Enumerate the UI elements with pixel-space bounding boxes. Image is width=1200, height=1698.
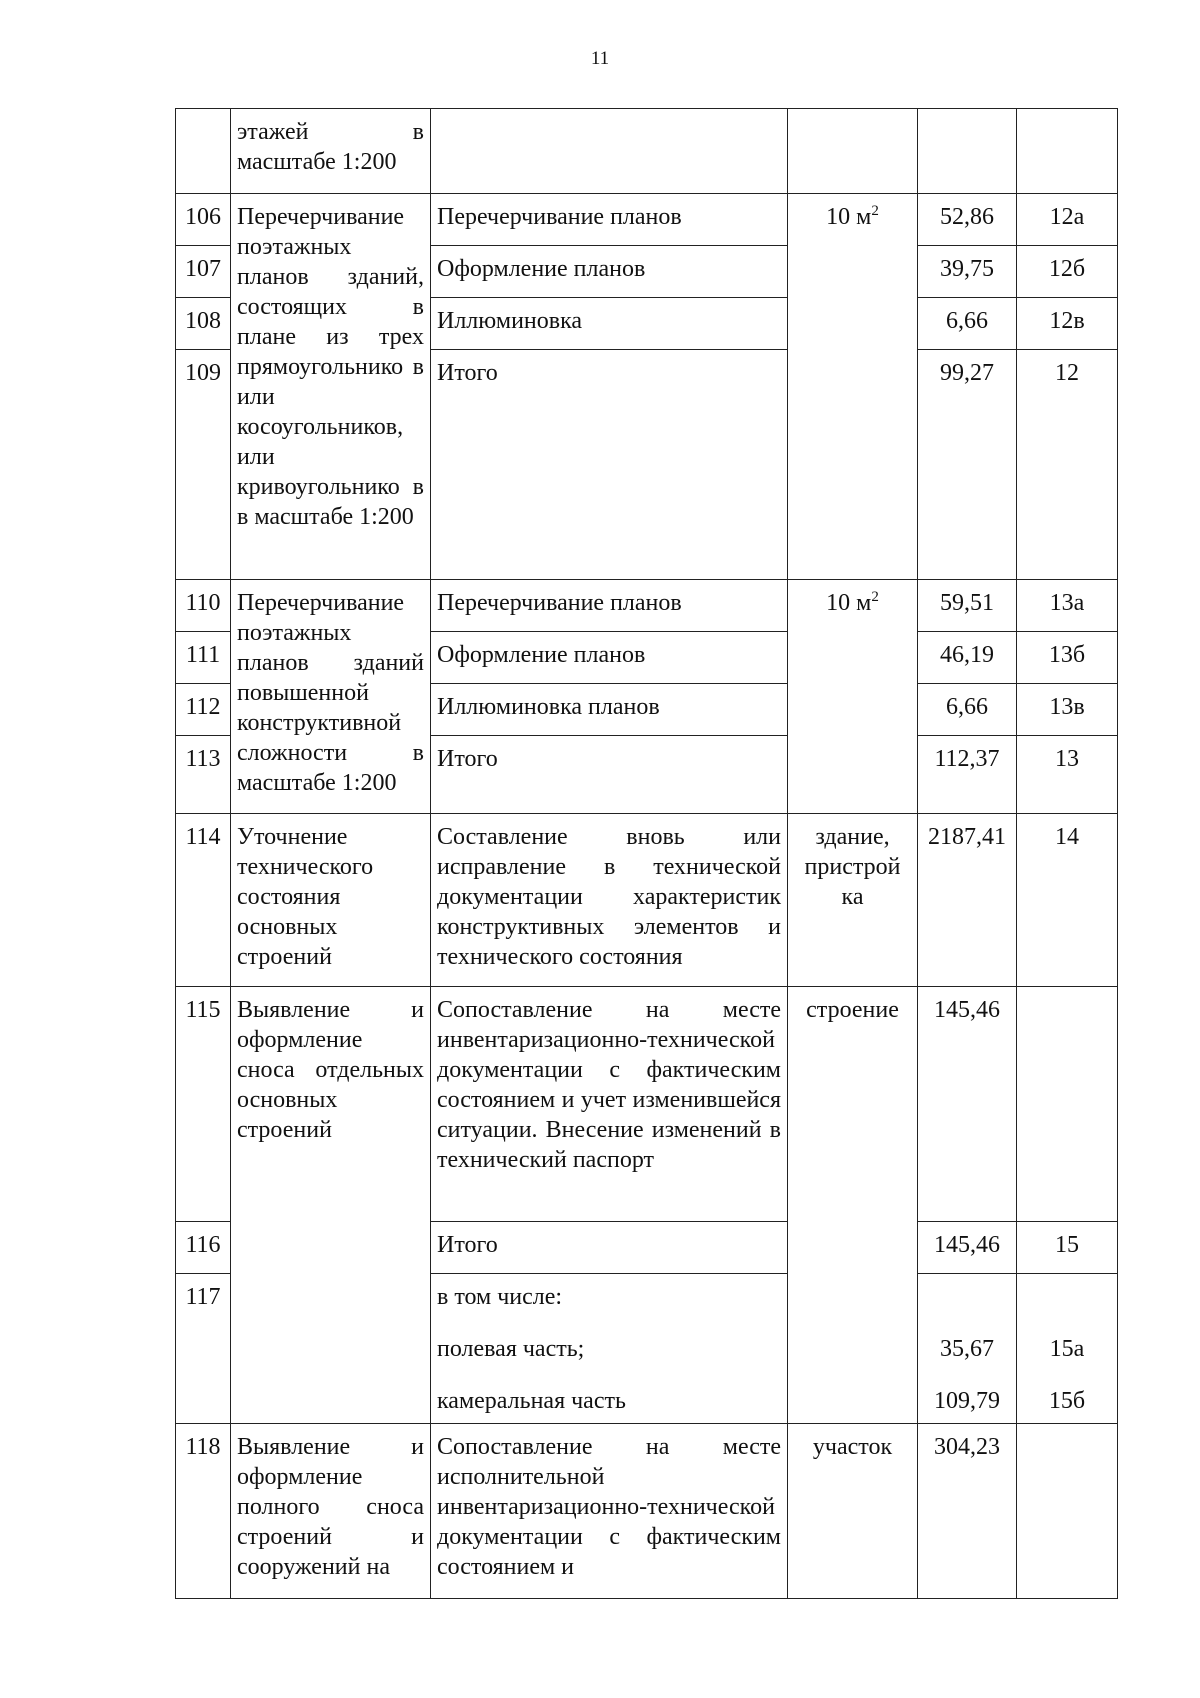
unit: участок	[788, 1424, 918, 1599]
row-number: 116	[176, 1222, 231, 1274]
row-number: 114	[176, 814, 231, 987]
code: 13а	[1017, 580, 1118, 632]
price: 112,37	[918, 736, 1017, 814]
table-row	[176, 109, 1118, 194]
code: 15	[1017, 1222, 1118, 1274]
item-name: Перечерчивание поэтажных планов зданий повышенной конструктивной сложности в масштабе 1:200	[231, 580, 431, 814]
work-description: Итого	[431, 736, 788, 814]
price: 304,23	[918, 1424, 1017, 1599]
row-number: 112	[176, 684, 231, 736]
work-description: в том числе: полевая часть; камеральная часть	[431, 1274, 788, 1424]
price: 99,27	[918, 350, 1017, 580]
row-number: 117	[176, 1274, 231, 1424]
tariff-table	[175, 108, 1118, 1599]
price: 46,19	[918, 632, 1017, 684]
code: 12а	[1017, 194, 1118, 246]
unit: 10 $м^2$	[788, 580, 918, 814]
code: 13в	[1017, 684, 1118, 736]
item-name: Выявление и оформление полного сноса строений и сооружений на	[231, 1424, 431, 1599]
table-row	[176, 814, 1118, 987]
code: 14	[1017, 814, 1118, 987]
work-description: Сопоставление на месте инвентаризационно-технической документации с фактическим состоянием и учет изменившейся ситуации. Внесение изменений в технический паспорт	[431, 987, 788, 1222]
item-name: Уточнение технического состояния основных строений	[231, 814, 431, 987]
price: 2187,41	[918, 814, 1017, 987]
code	[1017, 1424, 1118, 1599]
price: 6,66	[918, 298, 1017, 350]
item-name: этажей в масштабе 1:200	[231, 109, 431, 194]
code	[1017, 987, 1118, 1222]
work-description: Перечерчивание планов	[431, 580, 788, 632]
row-number: 109	[176, 350, 231, 580]
row-number: 106	[176, 194, 231, 246]
price: 145,46	[918, 1222, 1017, 1274]
row-number: 108	[176, 298, 231, 350]
work-description: Сопоставление на месте исполнительной инвентаризационно-технической документации с фактическим состоянием и	[431, 1424, 788, 1599]
work-description: Итого	[431, 1222, 788, 1274]
row-number: 118	[176, 1424, 231, 1599]
row-number: 110	[176, 580, 231, 632]
item-name: Выявление и оформление сноса отдельных основных строений	[231, 987, 431, 1424]
unit: здание, пристрой ка	[788, 814, 918, 987]
row-number: 115	[176, 987, 231, 1222]
row-number: 111	[176, 632, 231, 684]
unit: строение	[788, 987, 918, 1424]
work-description: Иллюминовка	[431, 298, 788, 350]
code: 12	[1017, 350, 1118, 580]
page-number: 11	[590, 48, 610, 69]
code: 15а 15б	[1017, 1274, 1118, 1424]
table-row	[176, 1424, 1118, 1599]
code: 12в	[1017, 298, 1118, 350]
price: 35,67 109,79	[918, 1274, 1017, 1424]
unit: 10 $м^2$	[788, 194, 918, 580]
work-description: Иллюминовка планов	[431, 684, 788, 736]
price: 6,66	[918, 684, 1017, 736]
item-name: Перечерчивание поэтажных планов зданий, состоящих в плане из трех прямоугольнико в или косоугольников, или кривоугольнико в в масштабе 1:200	[231, 194, 431, 580]
code: 13б	[1017, 632, 1118, 684]
row-number: 113	[176, 736, 231, 814]
table-row	[176, 987, 1118, 1222]
work-description: Итого	[431, 350, 788, 580]
row-number: 107	[176, 246, 231, 298]
code: 12б	[1017, 246, 1118, 298]
code: 13	[1017, 736, 1118, 814]
table-row	[176, 580, 1118, 632]
price: 59,51	[918, 580, 1017, 632]
price: 145,46	[918, 987, 1017, 1222]
table-row	[176, 194, 1118, 246]
work-description: Оформление планов	[431, 632, 788, 684]
price: 39,75	[918, 246, 1017, 298]
work-description: Перечерчивание планов	[431, 194, 788, 246]
work-description: Оформление планов	[431, 246, 788, 298]
price: 52,86	[918, 194, 1017, 246]
work-description: Составление вновь или исправление в технической документации характеристик конструктивных элементов и технического состояния	[431, 814, 788, 987]
